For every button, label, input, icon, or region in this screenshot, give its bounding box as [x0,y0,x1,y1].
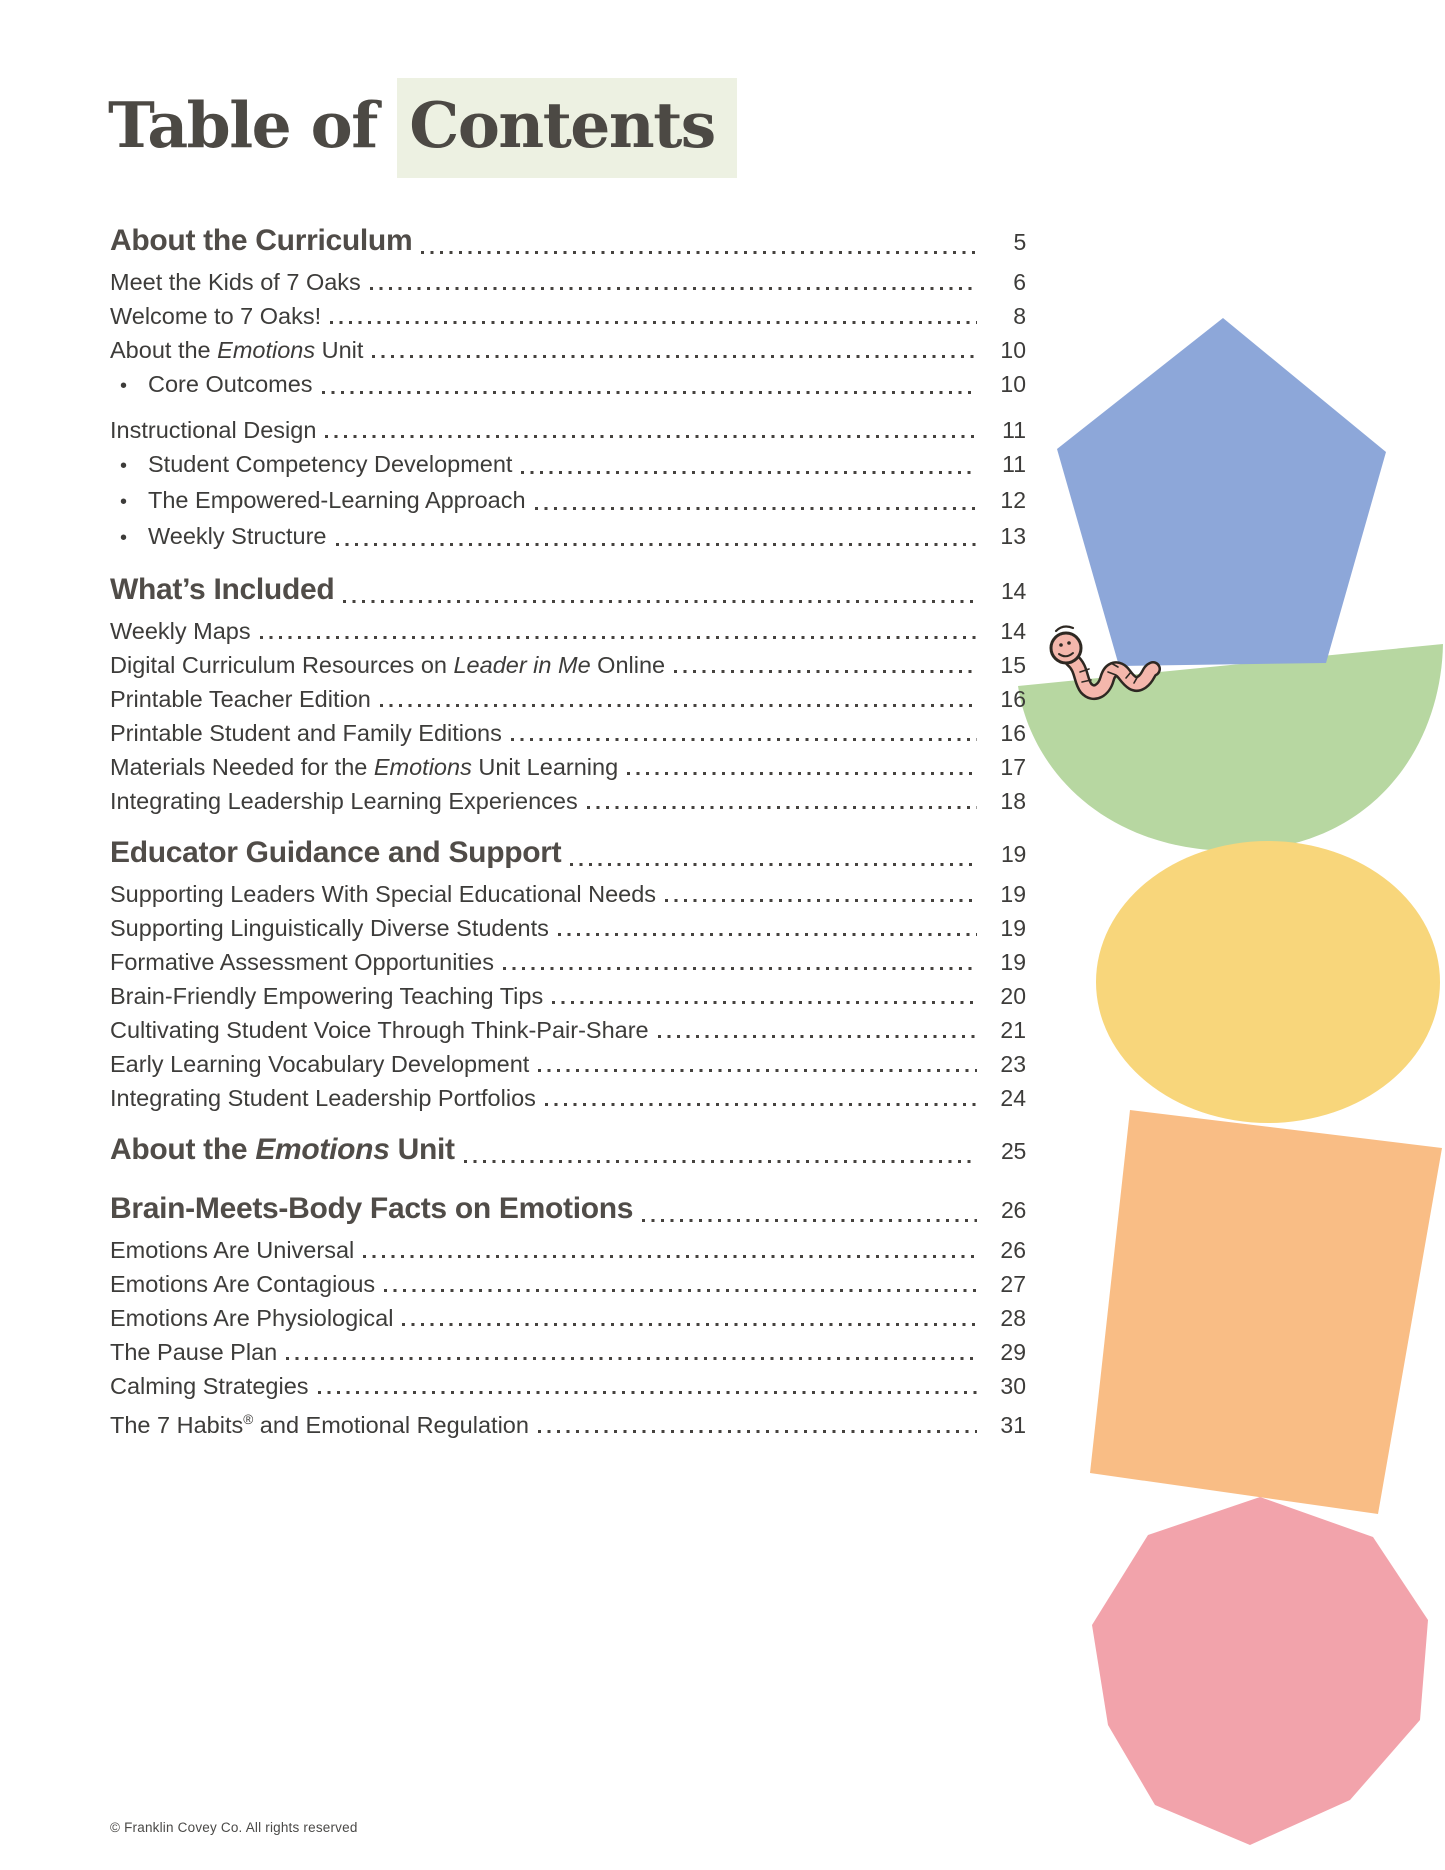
toc-entry-label: Weekly Maps [110,618,251,644]
toc-entry-label: About the Emotions Unit [110,1133,455,1166]
page-number: 15 [1000,652,1026,678]
page-number: 24 [1000,1085,1026,1111]
toc-entry-label: Emotions Are Universal [110,1237,355,1263]
page-number: 6 [1013,269,1026,295]
bullet-glyph: • [120,455,128,477]
page-title-highlight: Contents [397,78,737,178]
toc-entry-label: Printable Teacher Edition [110,686,371,712]
toc-heading-row [110,218,1026,265]
dot-leader [587,806,977,809]
dot-leader [343,600,977,603]
circle-shape [1096,841,1440,1123]
page-number: 14 [1000,618,1026,644]
page-number: 5 [1013,229,1026,255]
dot-leader [325,435,977,438]
toc-entry-label: • Student Competency Development [110,447,512,483]
dot-leader [322,391,977,394]
toc-entry-label: Instructional Design [110,417,317,443]
toc-row [110,333,1026,367]
toc-row [110,413,1026,447]
toc-entry-label: What’s Included [110,573,335,606]
page-number: 19 [1001,841,1026,867]
toc-row [110,1047,1026,1081]
toc-entry-label: Early Learning Vocabulary Development [110,1051,530,1077]
toc-entry-label: About the Curriculum [110,224,413,257]
dot-leader [336,543,978,546]
page-number: 14 [1001,578,1026,604]
toc-entry-label: Materials Needed for the Emotions Unit Learning [110,754,619,780]
dot-leader [538,1430,977,1433]
toc-entry-label: • The Empowered-Learning Approach [110,483,526,519]
dot-leader [363,1255,977,1258]
page-title-prefix: Table of [108,88,398,162]
toc-row [110,877,1026,911]
dot-leader [503,967,977,970]
toc-row [110,367,1026,403]
toc-row [110,447,1026,483]
toc-row [110,614,1026,648]
page-number: 11 [1002,451,1026,477]
toc-entry-label: Supporting Linguistically Diverse Students [110,915,549,941]
page-number: 17 [1000,754,1026,780]
toc-entry-label: Meet the Kids of 7 Oaks [110,269,361,295]
dot-leader [535,507,977,510]
page-number: 19 [1000,949,1026,975]
page-number: 26 [1001,1197,1026,1223]
page-number: 20 [1000,983,1026,1009]
bullet-glyph: • [120,527,128,549]
dot-leader [665,899,977,902]
bullet-glyph: • [120,375,128,397]
toc-row [110,265,1026,299]
toc-entry-label: Emotions Are Contagious [110,1271,376,1297]
page-title [108,88,737,162]
page-number: 11 [1002,417,1026,443]
dot-leader [538,1069,977,1072]
toc-row [110,1267,1026,1301]
toc-entry-label: • Core Outcomes [110,367,313,403]
page-number: 10 [1000,371,1026,397]
toc-row [110,1369,1026,1403]
dot-leader [318,1391,977,1394]
toc-row [110,1335,1026,1369]
dot-leader [545,1103,977,1106]
toc-row [110,1233,1026,1267]
square-shape [1090,1110,1442,1514]
page-number: 16 [1000,720,1026,746]
page-number: 23 [1000,1051,1026,1077]
dot-leader [658,1035,977,1038]
toc-heading-row [110,830,1026,877]
toc-entry-label: Cultivating Student Voice Through Think-Pair-Share [110,1017,649,1043]
toc-entry-label: Digital Curriculum Resources on Leader in Me Online [110,652,666,678]
toc-row [110,979,1026,1013]
dot-leader [627,772,977,775]
copyright-footer: © Franklin Covey Co. All rights reserved [110,1820,358,1835]
page-number: 8 [1013,303,1026,329]
toc-row [110,1081,1026,1115]
worm-eye [1067,641,1071,645]
dot-leader [521,471,977,474]
toc-row [110,945,1026,979]
dot-leader [402,1323,977,1326]
dot-leader [552,1001,977,1004]
page-number: 13 [1000,523,1026,549]
toc-entry-label: The 7 Habits® and Emotional Regulation [110,1411,529,1438]
page-number: 21 [1000,1017,1026,1043]
page-number: 26 [1000,1237,1026,1263]
worm-head [1051,633,1081,663]
toc-heading-row [110,1186,1026,1233]
page-number: 16 [1000,686,1026,712]
toc-entry-label: Supporting Leaders With Special Educational Needs [110,881,657,907]
toc-entry-label: About the Emotions Unit [110,337,364,363]
worm-eye [1059,643,1063,647]
toc-row [110,911,1026,945]
page-number: 25 [1001,1138,1026,1164]
toc-row [110,750,1026,784]
dot-leader [558,933,977,936]
toc-entry-label: Emotions Are Physiological [110,1305,394,1331]
page-number: 28 [1000,1305,1026,1331]
toc-entry-label: Integrating Leadership Learning Experiences [110,788,578,814]
toc-row [110,299,1026,333]
toc-heading-row [110,567,1026,614]
toc-row [110,682,1026,716]
page-number: 19 [1000,881,1026,907]
dot-leader [511,738,977,741]
toc-entry-label: The Pause Plan [110,1339,278,1365]
toc-row [110,483,1026,519]
toc-row [110,519,1026,555]
page-number: 31 [1000,1411,1026,1438]
toc-entry-label: Brain-Meets-Body Facts on Emotions [110,1192,634,1225]
toc-row [110,1403,1026,1442]
dot-leader [384,1289,977,1292]
toc-heading-row [110,1127,1026,1174]
toc-row [110,1013,1026,1047]
page-number: 19 [1000,915,1026,941]
octagon-shape [1092,1497,1428,1845]
toc-entry-label: Brain-Friendly Empowering Teaching Tips [110,983,544,1009]
bullet-glyph: • [120,491,128,513]
dot-leader [674,670,977,673]
page-number: 30 [1000,1373,1026,1399]
dot-leader [260,636,977,639]
toc-row [110,648,1026,682]
dot-leader [286,1357,977,1360]
page-number: 18 [1000,788,1026,814]
dot-leader [570,863,977,866]
pentagon-shape [1057,318,1386,666]
dot-leader [464,1160,977,1163]
toc-entry-label: Formative Assessment Opportunities [110,949,494,975]
dot-leader [421,251,977,254]
dot-leader [372,355,977,358]
toc-entry-label: Educator Guidance and Support [110,836,562,869]
toc-list [110,206,1026,1442]
toc-entry-label: Calming Strategies [110,1373,309,1399]
toc-row [110,716,1026,750]
toc-entry-label: Integrating Student Leadership Portfolios [110,1085,536,1111]
page-number: 12 [1000,487,1026,513]
page-number: 27 [1000,1271,1026,1297]
toc-row [110,1301,1026,1335]
toc-entry-label: Printable Student and Family Editions [110,720,502,746]
page-number: 29 [1000,1339,1026,1365]
dot-leader [642,1219,977,1222]
page-number: 10 [1000,337,1026,363]
dot-leader [330,321,977,324]
toc-entry-label: Welcome to 7 Oaks! [110,303,322,329]
dot-leader [380,704,977,707]
dot-leader [370,287,977,290]
toc-row [110,784,1026,818]
toc-entry-label: • Weekly Structure [110,519,327,555]
